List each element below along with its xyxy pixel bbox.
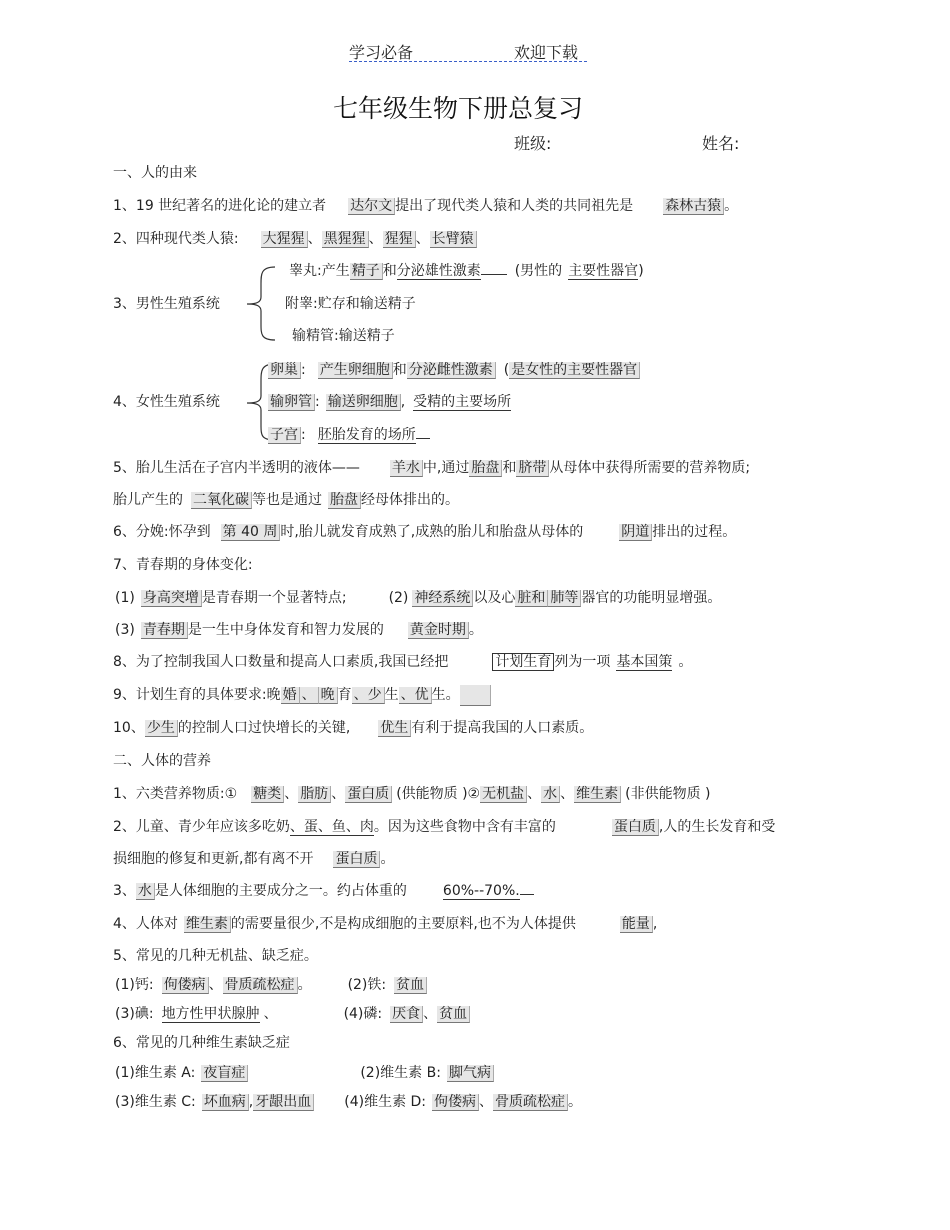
answer: 分泌雌性激素 (407, 362, 496, 379)
page-title: 七年级生物下册总复习 (333, 94, 584, 123)
answer: 黄金时期 (408, 622, 469, 639)
answer: 夜盲症 (201, 1065, 248, 1082)
line-1-1: 1、19 世纪著名的进化论的建立者 达尔文 提出了现代类人猿和人类的共同祖先是 森林古猿 。 (113, 198, 739, 214)
answer: 蛋白质 (612, 819, 659, 836)
line-2-6b: (3)维生素 C: 坏血病 , 牙龈出血 (4)维生素 D: 佝偻病 、 骨质疏松症 。 (115, 1094, 583, 1110)
line-2-5b: (3)碘: 地方性甲状腺肿 、 (4)磷: 厌食 、 贫血 (115, 1004, 470, 1024)
answer: 基本国策 (616, 654, 673, 670)
male-system-label: 3、男性生殖系统 (113, 296, 220, 312)
term: 卵巢 (268, 362, 301, 379)
answer: 骨质疏松症 (223, 977, 298, 994)
line-1-8: 8、为了控制我国人口数量和提高人口素质,我国已经把 计划生育 列为一项 基本国策 。 (113, 654, 693, 670)
answer: 胚胎发育的场所 (317, 427, 416, 443)
answer: 达尔文 (348, 198, 395, 215)
answer: 蛋白质 (345, 786, 392, 803)
answer: 贫血 (394, 977, 427, 994)
answer: 佝偻病 (432, 1094, 479, 1111)
answer: 蛋白质 (333, 851, 380, 868)
line-2-4: 4、人体对 维生素 的需要量很少,不是构成细胞的主要原料,也不为人体提供 能量 , (113, 916, 658, 932)
line-1-7: 7、青春期的身体变化: (113, 557, 253, 573)
answer: 贫血 (437, 1006, 470, 1023)
answer: 青春期 (141, 622, 188, 639)
section-heading: 一、人的由来 (113, 165, 197, 181)
female-row-1: 卵巢 : 产生卵细胞 和 分泌雌性激素 ( 是女性的主要性器官 (268, 360, 640, 380)
answer: 计划生育 (492, 653, 554, 671)
answer: 受精的主要场所 (413, 394, 512, 410)
answer: 骨质疏松症 (493, 1094, 568, 1111)
answer: 厌食 (390, 1006, 423, 1023)
answer: 二氧化碳 (191, 492, 252, 509)
answer: 是女性的主要性器官 (509, 362, 640, 379)
answer: 胎盘 (469, 460, 502, 477)
line-1-10: 10、 少生 的控制人口过快增长的关键, 优生 有利于提高我国的人口素质。 (113, 720, 594, 736)
line-2-2: 2、儿童、青少年应该多吃奶、蛋、鱼、肉。因为这些食物中含有丰富的 蛋白质 ,人的生长发育和受 (113, 819, 776, 835)
line-2-2b: 损细胞的修复和更新,都有离不开 蛋白质 。 (113, 851, 395, 867)
answer: 黑猩猩 (322, 231, 369, 248)
line-1-9: 9、计划生育的具体要求:晚 婚 、 晚 育 、少 生 、优 生。 (113, 685, 491, 706)
line-2-5: 5、常见的几种无机盐、缺乏症。 (113, 948, 318, 964)
header-right: 欢迎下载 (514, 43, 579, 62)
line-1-5: 5、胎儿生活在子宫内半透明的液体—— 羊水 中,通过 胎盘 和 脐带 从母体中获得所需要的营养物质; (113, 460, 751, 476)
line-2-1: 1、六类营养物质:① 糖类 、 脂肪 、 蛋白质 (供能物质 )② 无机盐 、 水 、 维生素 (非供能物质 ) (113, 786, 711, 802)
answer: 维生素 (574, 786, 621, 803)
line-1-7a: (1) 身高突增 是青春期一个显著特点; (2) 神经系统 以及心 脏和 肺等 器官的功能明显增强。 (115, 590, 722, 606)
female-row-2: 输卵管 : 输送卵细胞 , 受精的主要场所 (270, 394, 512, 410)
answer: 脐带 (516, 460, 549, 477)
term: 睾丸 (289, 263, 317, 279)
term: 输卵管 (268, 394, 315, 411)
line-1-2: 2、四种现代类人猿: 大猩猩 、 黑猩猩 、 猩猩 、 长臂猿 (113, 229, 477, 249)
answer: 身高突增 (141, 590, 202, 607)
answer: 阴道 (619, 524, 652, 541)
male-row-1: 睾丸:产生 精子 和分泌雄性激素 (男性的 主要性器官) (289, 263, 644, 279)
line-1-7b: (3) 青春期 是一生中身体发育和智力发展的 黄金时期 。 (115, 622, 483, 638)
answer: 优生 (378, 720, 411, 737)
answer: 输送卵细胞 (326, 394, 401, 411)
male-row-3: 输精管:输送精子 (292, 328, 395, 344)
line-2-3: 3、 水 是人体细胞的主要成分之一。约占体重的 60%--70%. (113, 881, 534, 901)
answer: 神经系统 (412, 590, 473, 607)
brace-icon (239, 264, 279, 342)
answer: 脂肪 (298, 786, 331, 803)
answer: 精子 (350, 263, 383, 280)
line-2-6a: (1)维生素 A: 夜盲症 (2)维生素 B: 脚气病 (115, 1063, 494, 1083)
answer: 水 (541, 786, 560, 803)
answer: 无机盐 (480, 786, 527, 803)
answer: 长臂猿 (430, 231, 477, 248)
answer: 佝偻病 (162, 977, 209, 994)
answer: 主要性器官 (568, 263, 639, 279)
header-left: 学习必备 (349, 43, 414, 62)
answer: 少生 (145, 720, 178, 737)
name-label: 姓名: (702, 134, 740, 153)
answer: 能量 (620, 916, 653, 933)
answer: 地方性甲状腺肿 (161, 1006, 260, 1022)
answer: 牙龈出血 (253, 1094, 314, 1111)
answer: 胎盘 (328, 492, 361, 509)
section-heading: 二、人体的营养 (113, 753, 211, 769)
line-2-6: 6、常见的几种维生素缺乏症 (113, 1035, 290, 1051)
answer: 产生卵细胞 (318, 362, 393, 379)
line-1-5b: 胎儿产生的 二氧化碳 等也是通过 胎盘 经母体排出的。 (113, 492, 459, 508)
female-system-label: 4、女性生殖系统 (113, 394, 220, 410)
answer: 维生素 (184, 916, 231, 933)
female-row-3: 子宫 : 胚胎发育的场所 (268, 425, 430, 445)
answer: 羊水 (390, 460, 423, 477)
line-1-6: 6、分娩:怀孕到 第 40 周 时,胎儿就发育成熟了,成熟的胎儿和胎盘从母体的 阴道 排出的过程。 (113, 524, 737, 540)
answer: 水 (136, 883, 155, 900)
term: 子宫 (268, 427, 301, 444)
class-label: 班级: (514, 134, 552, 153)
header-dashed-rule (349, 61, 587, 62)
answer: 60%--70%. (442, 883, 520, 899)
answer: 分泌雄性激素 (396, 263, 481, 279)
line-2-5a: (1)钙: 佝偻病 、 骨质疏松症 。 (2)铁: 贫血 (115, 975, 427, 995)
answer: 脚气病 (447, 1065, 494, 1082)
answer: 糖类 (251, 786, 284, 803)
answer: 猩猩 (383, 231, 416, 248)
male-row-2: 附睾:贮存和输送精子 (285, 296, 416, 312)
answer: 大猩猩 (261, 231, 308, 248)
answer: 森林古猿 (663, 198, 724, 215)
answer: 第 40 周 (221, 524, 281, 541)
answer: 坏血病 (202, 1094, 249, 1111)
